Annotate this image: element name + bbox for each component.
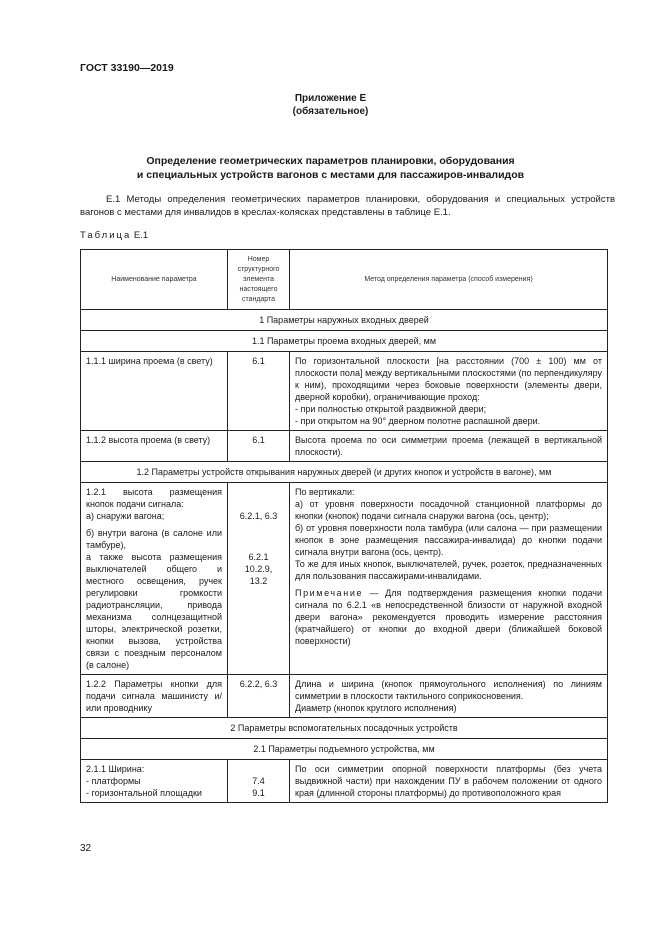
param-text: б) внутри вагона (в салоне или тамбуре), <box>86 528 222 550</box>
param-cell: 1.1.1 ширина проема (в свету) <box>81 352 228 431</box>
table-label-word: Таблица <box>80 230 132 241</box>
method-text: Диаметр (кнопок круглого исполнения) <box>295 703 457 713</box>
element-text: 10.2.9, <box>244 564 273 574</box>
table-label <box>80 230 148 241</box>
section-2: 2 Параметры вспомогательных посадочных устройств <box>81 718 608 739</box>
section-row <box>81 462 608 483</box>
element-cell: 6.2.2, 6.3 <box>228 675 290 718</box>
param-cell: 1.2.2 Параметры кнопки для подачи сигнала машинисту и/или проводнику <box>81 675 228 718</box>
method-list-item: - при открытом на 90° дверном полотне распашной двери. <box>295 416 541 426</box>
method-cell: Высота проема по оси симметрии проема (лежащей в вертикальной плоскости). <box>290 431 608 462</box>
param-cell <box>81 483 228 675</box>
method-cell <box>290 352 608 431</box>
header-element: Номер структурного элемента настоящего стандарта <box>228 250 290 310</box>
section-1-1: 1.1 Параметры проема входных дверей, мм <box>81 331 608 352</box>
section-2-1: 2.1 Параметры подъемного устройства, мм <box>81 739 608 760</box>
table-row <box>81 760 608 803</box>
page-number: 32 <box>80 843 92 854</box>
param-text: а также высота размещения выключателей общего и местного освещения, ручек регулировки громкости радиотрансляции, привода механизма солнцезащитной шторы, электрической розетки, кнопки вызова, устройства связи с поездным персоналом (в салоне) <box>86 552 222 670</box>
element-text: 13.2 <box>249 576 268 586</box>
table-label-number: Е.1 <box>133 230 149 241</box>
table-row <box>81 483 608 675</box>
header-param: Наименование параметра <box>81 250 228 310</box>
element-text: 6.2.1 <box>248 552 269 562</box>
section-row <box>81 718 608 739</box>
table-header-row <box>81 250 608 310</box>
param-cell <box>81 760 228 803</box>
param-text: 1.2.1 высота размещения кнопок подачи сигнала: <box>86 487 222 509</box>
element-cell <box>228 483 290 675</box>
table-row <box>81 675 608 718</box>
table-row <box>81 431 608 462</box>
method-list-item: - при полностью открытой раздвижной двери; <box>295 404 487 414</box>
intro-paragraph: Е.1 Методы определения геометрических параметров планировки, оборудования и специальных устройств вагонов с местами для инвалидов в креслах-колясках представлены в таблице Е.1. <box>80 194 615 218</box>
parameters-table <box>80 249 608 803</box>
appendix-title: Приложение Е <box>294 93 367 104</box>
appendix-subtitle: (обязательное) <box>292 106 369 117</box>
note-label: Примечание <box>295 588 364 598</box>
element-text: 7.4 <box>252 776 265 786</box>
document-id: ГОСТ 33190—2019 <box>80 62 174 74</box>
param-text: - платформы <box>86 776 141 786</box>
param-text: 2.1.1 Ширина: <box>86 764 145 774</box>
section-row <box>81 310 608 331</box>
header-method: Метод определения параметра (способ измерения) <box>290 250 608 310</box>
table-row <box>81 352 608 431</box>
param-text: - горизонтальной площадки <box>86 788 202 798</box>
method-cell <box>290 483 608 675</box>
appendix-header <box>0 92 661 118</box>
heading-line-2: и специальных устройств вагонов с местами для пассажиров-инвалидов <box>136 169 525 181</box>
method-text: б) от уровня поверхности пола тамбура (или салона — при размещении кнопок в зоне размещения пассажира-инвалида) до кнопки подачи сигнала внутри вагона (ось, центр). <box>295 523 602 557</box>
section-1: 1 Параметры наружных входных дверей <box>81 310 608 331</box>
element-text: 9.1 <box>252 788 265 798</box>
method-text: Длина и ширина (кнопок прямоугольного исполнения) по линиям симметрии в плоскости тактильного соприкосновения. <box>295 679 602 701</box>
section-row <box>81 739 608 760</box>
param-cell: 1.1.2 высота проема (в свету) <box>81 431 228 462</box>
param-text: а) снаружи вагона; <box>86 511 165 521</box>
element-cell <box>228 760 290 803</box>
section-1-2: 1.2 Параметры устройств открывания наружных дверей (и других кнопок и устройств в вагоне), мм <box>81 462 608 483</box>
method-cell <box>290 675 608 718</box>
note-text: — Для подтверждения размещения кнопки подачи сигнала по 6.2.1 «в непосредственной близости от наружной входной двери вагона» рекомендуется проводить измерение расстояния (кратчайшего) от кнопки до входной двери (ближайшей боковой поверхности) <box>295 588 602 646</box>
method-text: По горизонтальной плоскости [на расстоянии (700 ± 100) мм от плоскости пола] между вертикальными плоскостями (по перпендикуляру к ним), проходящими через боковые поверхности (элементы двери, дверной коробки), ограничивающие проход: <box>295 356 602 402</box>
method-note <box>295 587 602 647</box>
heading-line-1: Определение геометрических параметров планировки, оборудования <box>146 155 515 167</box>
method-text: То же для иных кнопок, выключателей, ручек, розеток, предназначенных для пользования пассажирами-инвалидами. <box>295 559 602 581</box>
element-cell: 6.1 <box>228 431 290 462</box>
element-cell: 6.1 <box>228 352 290 431</box>
method-cell: По оси симметрии опорной поверхности платформы (без учета выдвижной части) при нахождении ПУ в рабочем положении от одного края (длинной стороны платформы) до противоположного края <box>290 760 608 803</box>
section-row <box>81 331 608 352</box>
element-text: 6.2.1, 6.3 <box>239 511 278 521</box>
method-text: а) от уровня поверхности посадочной станционной платформы до кнопки (кнопок) подачи сигнала снаружи вагона (ось, центр); <box>295 499 602 521</box>
section-heading <box>0 154 661 182</box>
method-text: По вертикали: <box>295 487 355 497</box>
